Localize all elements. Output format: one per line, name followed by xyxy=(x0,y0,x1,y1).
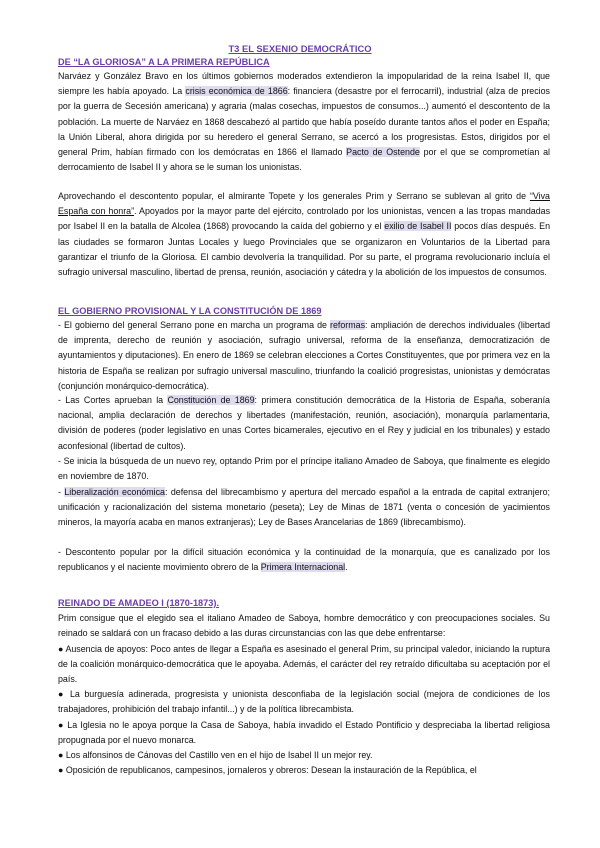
highlight-constitucion-1869: Constitución de 1869 xyxy=(167,395,255,405)
highlight-pacto-ostende: Pacto de Ostende xyxy=(346,147,420,158)
highlight-primera-internacional: Primera Internacional xyxy=(260,562,346,573)
highlight-crisis-1866: crisis económica de 1866 xyxy=(185,86,288,97)
paragraph-sublevacion: Aprovechando el descontento popular, el almirante Topete y los generales Prim y Serrano se sublevan al grito de “Viva España con honra”. Apoyados por la mayor parte del ejército, controlado por los unionistas, vencen a las tropas mandadas por Isabel II en la batalla de Alcolea (1868) provocando la caída del gobierno y el exilio de Isabel II pocos días después. En las ciudades se formaron Juntas Locales y luego Provinciales que se organizaron en Voluntarios de la Libertad para garantizar el triunfo de la Gloriosa. El cambio devolvería la tranquilidad. Por su parte, el programa revolucionario incluía el sufragio universal masculino, libertad de prensa, reunión, asociación y cátedra y la abolición de los impuestos de consumos. xyxy=(58,191,551,278)
list-item-oposicion: ● Oposición de republicanos, campesinos, jornaleros y obreros: Desean la instauración de la República, el xyxy=(58,765,477,775)
bullet-nuevo-rey: - Se inicia la búsqueda de un nuevo rey, optando Prim por el príncipe italiano Amadeo de Saboya, que finalmente es elegido en noviembre de 1870. xyxy=(58,456,550,482)
highlight-liberalizacion: Liberalización económica xyxy=(64,487,165,497)
paragraph-crisis: Narváez y González Bravo en los últimos gobiernos moderados extendieron la impopularidad de la reina Isabel II, que siempre les había apoyado. La crisis económica de 1866: financiera (desastre por el ferrocarril), industrial (alza de precios por la guerra de Secesión americana) y agraria (malas cosechas, impuestos de consumos...) aumentó el descontento de la población. La muerte de Narváez en 1868 descabezó al partido que había poseído durante tantos años el poder en España; la Unión Liberal, ahora dirigida por su heredero el general Serrano, se acercó a los progresistas. Estos, dirigidos por el general Prim, habían firmado con los demócratas en 1866 el llamado Pacto de Ostende por el que se comprometían al derrocamiento de Isabel II y ahora se le suman los unionistas. xyxy=(58,71,550,173)
list-item-burguesia: ● La burguesía adinerada, progresista y unionista desconfiaba de la legislación social (mejora de condiciones de los trabajadores, prohibición del trabajo infantil...) y de la política librecambista. xyxy=(58,689,550,715)
list-item-alfonsinos: ● Los alfonsinos de Cánovas del Castillo ven en el hijo de Isabel II un mejor rey. xyxy=(58,750,373,760)
section-heading-gobierno-provisional: EL GOBIERNO PROVISIONAL Y LA CONSTITUCIÓN DE 1869 xyxy=(58,306,322,316)
quote-viva-espana: “Viva España con honra” xyxy=(58,191,550,217)
bullet-reformas: - El gobierno del general Serrano pone en marcha un programa de reformas: ampliación de derechos individuales (libertad de imprenta, derecho de reunión y asociación, sufragio universal, reforma de la enseñanza, democratización de ayuntamientos y diputaciones). En enero de 1869 se celebran elecciones a Cortes Constituyentes, que por primera vez en la historia de España se realizan por sufragio universal masculino, triunfando la coalició progresistas, unionistas y demócratas (conjunción monárquico-democrática). xyxy=(58,320,550,391)
highlight-reformas: reformas xyxy=(330,320,366,330)
list-item-iglesia: ● La Iglesia no le apoya porque la Casa de Saboya, había invadido el Estado Pontificio y despreciaba la libertad religiosa propugnada por el nuevo monarca. xyxy=(58,720,550,746)
section-heading-amadeo: REINADO DE AMADEO I (1870-1873). xyxy=(58,598,219,608)
section-heading-la-gloriosa: DE “LA GLORIOSA” A LA PRIMERA REPÚBLICA xyxy=(58,57,270,67)
bullet-liberalizacion: - Liberalización económica: defensa del librecambismo y apertura del mercado español a la entrada de capital extranjero; unificación y racionalización del sistema monetario (peseta); Ley de Minas de 1871 (venta o concesión de yacimientos mineros, la mayoría acaba en manos extranjeras); Ley de Bases Arancelarias de 1869 (librecambismo). xyxy=(58,487,551,528)
document-title: T3 EL SEXENIO DEMOCRÁTICO xyxy=(228,43,372,54)
bullet-descontento: - Descontento popular por la difícil situación económica y la continuidad de la monarquía, que es canalizado por los republicanos y el naciente movimiento obrero de la Primera Internacional. xyxy=(58,547,550,573)
bullet-constitucion: - Las Cortes aprueban la Constitución de 1869: primera constitución democrática de la Historia de España, soberanía nacional, amplia declaración de derechos y libertades (manifestación, reunión, asociación), monarquía parlamentaria, división de poderes (poder legislativo en unas Cortes bicamerales, ejecutivo en el Rey y judicial en los tribunales) y estado aconfesional (libertad de cultos). xyxy=(58,395,550,451)
highlight-exilio: exilio de Isabel II xyxy=(384,221,452,232)
paragraph-amadeo-intro: Prim consigue que el elegido sea el italiano Amadeo de Saboya, hombre democrático y con preocupaciones sociales. Su reinado se saldará con un fracaso debido a las duras circunstancias con las que debe enfrentarse: xyxy=(58,613,550,639)
list-item-ausencia-apoyos: ● Ausencia de apoyos: Poco antes de llegar a España es asesinado el general Prim, su principal valedor, iniciando la ruptura de la coalición monárquico-democrática que le apoyaba. Además, el carácter del rey retraído dificultaba su aceptación por el país. xyxy=(58,644,550,685)
